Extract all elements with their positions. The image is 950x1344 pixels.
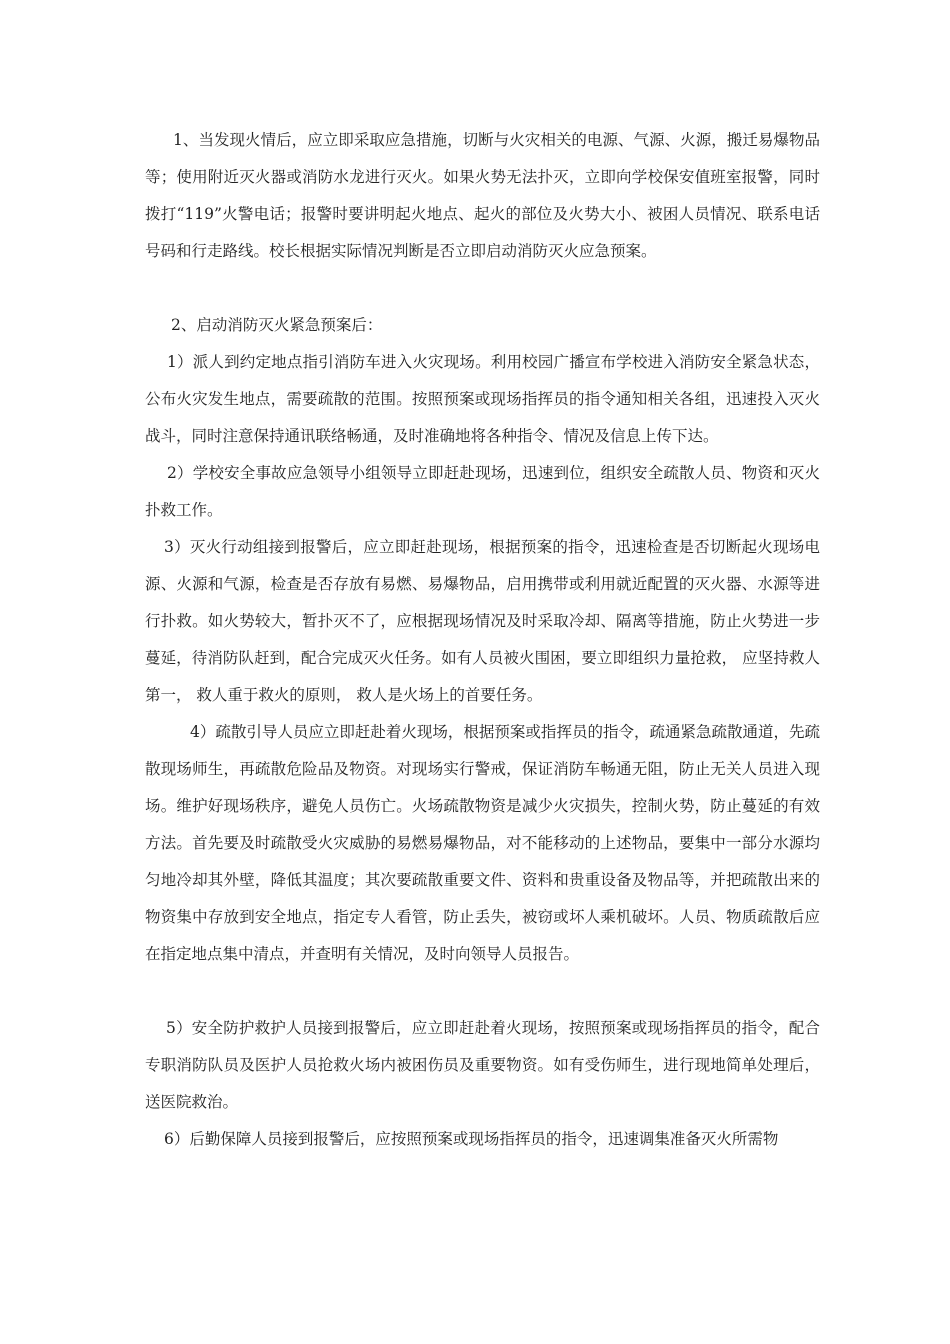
paragraph-step-2: 2）学校安全事故应急领导小组领导立即赶赴现场，迅速到位，组织安全疏散人员、物资和灭火扑救工作。	[145, 464, 820, 519]
paragraph-plan-activation: 2、启动消防灭火紧急预案后：	[171, 316, 383, 334]
paragraph-fire-discovery: 1、当发现火情后，应立即采取应急措施，切断与火灾相关的电源、气源、火源，搬迁易爆物品等；使用附近灭火器或消防水龙进行灭火。如果火势无法扑灭，立即向学校保安值班室报警，同时拨打“119”火警电话；报警时要讲明起火地点、起火的部位及火势大小、被困人员情况、联系电话号码和行走路线。校长根据实际情况判断是否立即启动消防灭火应急预案。	[145, 131, 820, 260]
paragraph-step-6: 6）后勤保障人员接到报警后，应按照预案或现场指挥员的指令，迅速调集准备灭火所需物	[164, 1130, 779, 1148]
document-body	[145, 122, 820, 1158]
paragraph-step-5: 5）安全防护救护人员接到报警后，应立即赶赴着火现场，按照预案或现场指挥员的指令，配合专职消防队员及医护人员抢救火场内被困伤员及重要物资。如有受伤师生，进行现地简单处理后，送医院救治。	[145, 1019, 820, 1111]
paragraph-step-1: 1）派人到约定地点指引消防车进入火灾现场。利用校园广播宣布学校进入消防安全紧急状态，公布火灾发生地点，需要疏散的范围。按照预案或现场指挥员的指令通知相关各组，迅速投入灭火战斗，同时注意保持通讯联络畅通，及时准确地将各种指令、情况及信息上传下达。	[145, 353, 820, 445]
paragraph-step-4: 4）疏散引导人员应立即赶赴着火现场，根据预案或指挥员的指令，疏通紧急疏散通道，先疏散现场师生，再疏散危险品及物资。对现场实行警戒，保证消防车畅通无阻，防止无关人员进入现场。维护好现场秩序，避免人员伤亡。火场疏散物资是减少火灾损失，控制火势，防止蔓延的有效方法。首先要及时疏散受火灾威胁的易燃易爆物品，对不能移动的上述物品，要集中一部分水源均匀地冷却其外壁，降低其温度；其次要疏散重要文件、资料和贵重设备及物品等，并把疏散出来的物资集中存放到安全地点，指定专人看管，防止丢失，被窃或坏人乘机破坏。人员、物质疏散后应在指定地点集中清点，并查明有关情况，及时向领导人员报告。	[145, 723, 820, 963]
paragraph-step-3: 3）灭火行动组接到报警后，应立即赶赴现场，根据预案的指令，迅速检查是否切断起火现场电源、火源和气源，检查是否存放有易燃、易爆物品，启用携带或利用就近配置的灭火器、水源等进行扑救。如火势较大，暂扑灭不了，应根据现场情况及时采取冷却、隔离等措施，防止火势进一步蔓延，待消防队赶到，配合完成灭火任务。如有人员被火围困，要立即组织力量抢救， 应坚持救人第一， 救人重于救火的原则， 救人是火场上的首要任务。	[145, 538, 820, 704]
